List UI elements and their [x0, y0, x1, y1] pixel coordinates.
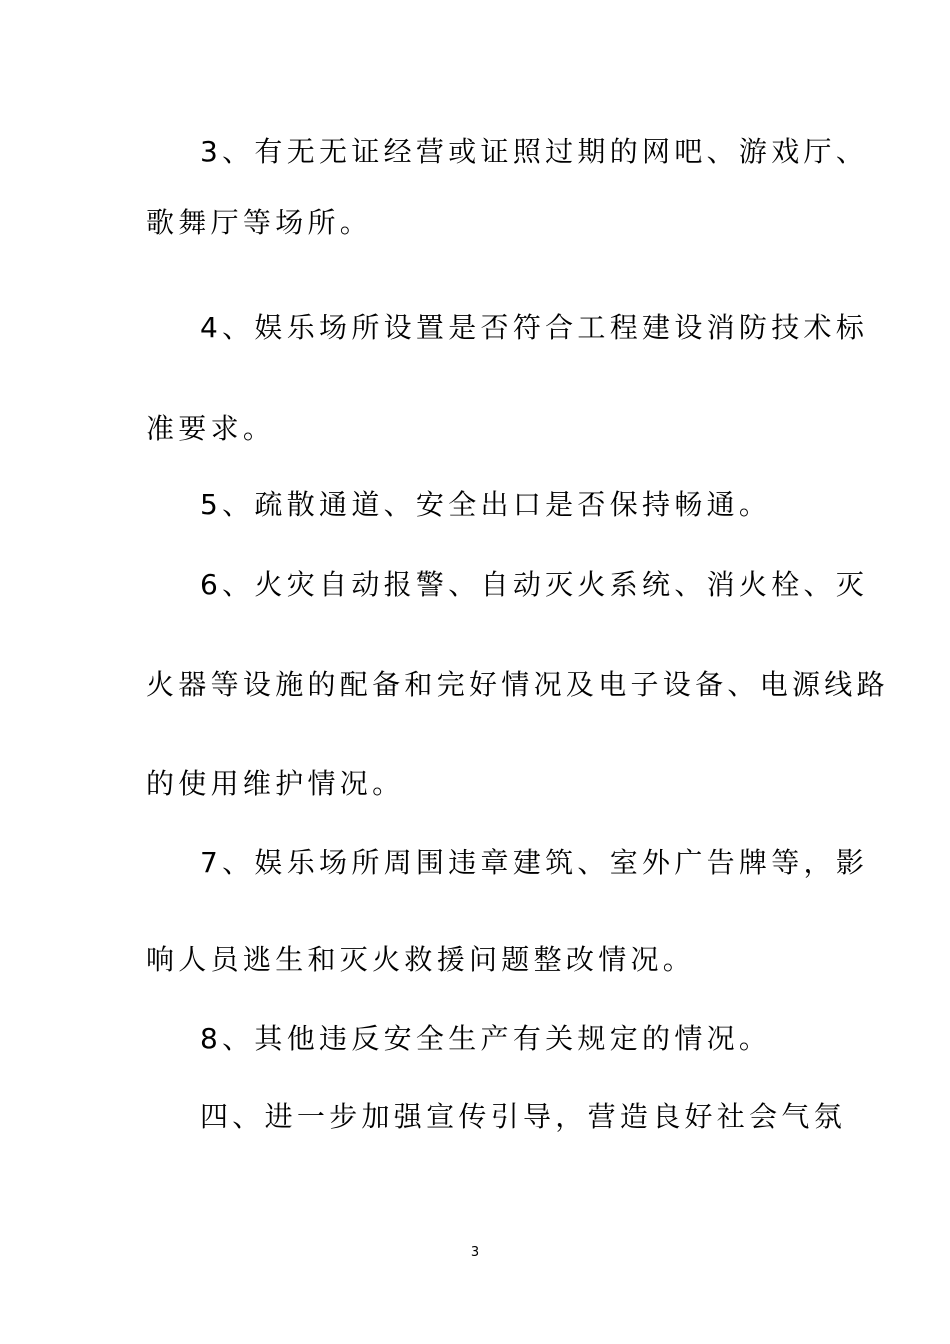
page-number: 3 [470, 1245, 480, 1260]
text-line: 响人员逃生和灭火救援问题整改情况。 [146, 943, 696, 976]
text-line: 7、娱乐场所周围违章建筑、室外广告牌等，影 [200, 846, 869, 879]
text-line: 4、娱乐场所设置是否符合工程建设消防技术标 [200, 311, 869, 344]
text-line: 6、火灾自动报警、自动灭火系统、消火栓、灭 [200, 568, 869, 601]
text-line: 四、进一步加强宣传引导，营造良好社会气氛 [200, 1100, 847, 1133]
text-line: 5、疏散通道、安全出口是否保持畅通。 [200, 488, 772, 521]
text-line: 火器等设施的配备和完好情况及电子设备、电源线路 [146, 668, 889, 701]
text-line: 准要求。 [146, 412, 276, 445]
text-line: 3、有无无证经营或证照过期的网吧、游戏厅、 [200, 135, 869, 168]
text-line: 歌舞厅等场所。 [146, 206, 373, 239]
text-line: 8、其他违反安全生产有关规定的情况。 [200, 1022, 772, 1055]
text-line: 的使用维护情况。 [146, 767, 405, 800]
